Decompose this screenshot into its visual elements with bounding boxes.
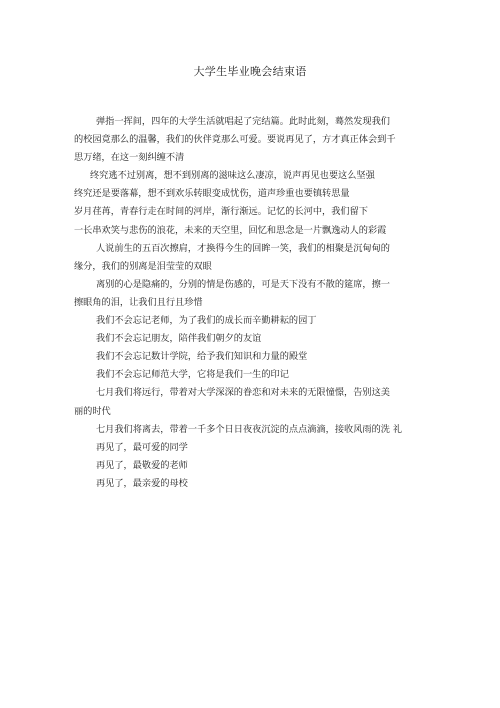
text-line: 人说前生的五百次擦肩，才换得今生的回眸一笑，我们的相聚是沉甸甸的 xyxy=(96,242,390,254)
text-line: 的校园竟那么的温馨，我们的伙伴竟那么可爱。要说再见了，方才真正体会到千 xyxy=(74,134,396,146)
text-line: 离别的心是隐痛的，分别的情是伤感的，可是天下没有不散的筵席，擦一 xyxy=(96,278,390,290)
text-line: 七月我们将远行，带着对大学深深的眷恋和对未来的无限憧憬，告别这美 xyxy=(96,387,390,399)
text-line: 擦眼角的泪，让我们且行且珍惜 xyxy=(74,296,203,308)
text-line: 终究逃不过别离，想不到别离的滋味这么凄凉，说声再见也要这么坚强 xyxy=(90,170,375,182)
page-title: 大学生毕业晚会结束语 xyxy=(193,65,307,78)
body-text xyxy=(74,113,440,493)
text-line: 我们不会忘记数计学院，给予我们知识和力量的殿堂 xyxy=(96,351,308,363)
text-line: 再见了，最亲爱的母校 xyxy=(96,477,188,489)
text-line: 终究还是要落幕，想不到欢乐转眼变成忧伤，道声珍重也要镇转思量 xyxy=(74,188,350,200)
text-line: 弹指一挥间，四年的大学生活就唱起了完结篇。此时此刻，蓦然发现我们 xyxy=(96,116,390,127)
text-line: 再见了，最敬爱的老师 xyxy=(96,459,188,471)
text-line: 我们不会忘记老师，为了我们的成长而辛勤耕耘的园丁 xyxy=(96,315,317,327)
text-line: 思万绪，在这一刻纠缠不清 xyxy=(74,152,185,164)
text-line: 岁月荏苒，青春行走在时间的河岸，渐行渐远。记忆的长河中，我们留下 xyxy=(74,206,368,218)
text-line: 缘分，我们的别离是泪莹莹的双眼 xyxy=(74,260,212,272)
text-line: 我们不会忘记朋友，陪伴我们朝夕的友谊 xyxy=(96,333,262,345)
text-line: 丽的时代 xyxy=(74,405,111,417)
text-line: 我们不会忘记师范大学，它将是我们一生的印记 xyxy=(96,369,289,381)
text-line: 七月我们将离去，带着一千多个日日夜夜沉淀的点点滴滴，接收风雨的洗 礼 xyxy=(96,423,403,435)
text-line: 一长串欢笑与悲伤的浪花，未来的天空里，回忆和思念是一片飘逸动人的彩霞 xyxy=(74,224,387,236)
text-line: 再见了，最可爱的同学 xyxy=(96,441,188,453)
